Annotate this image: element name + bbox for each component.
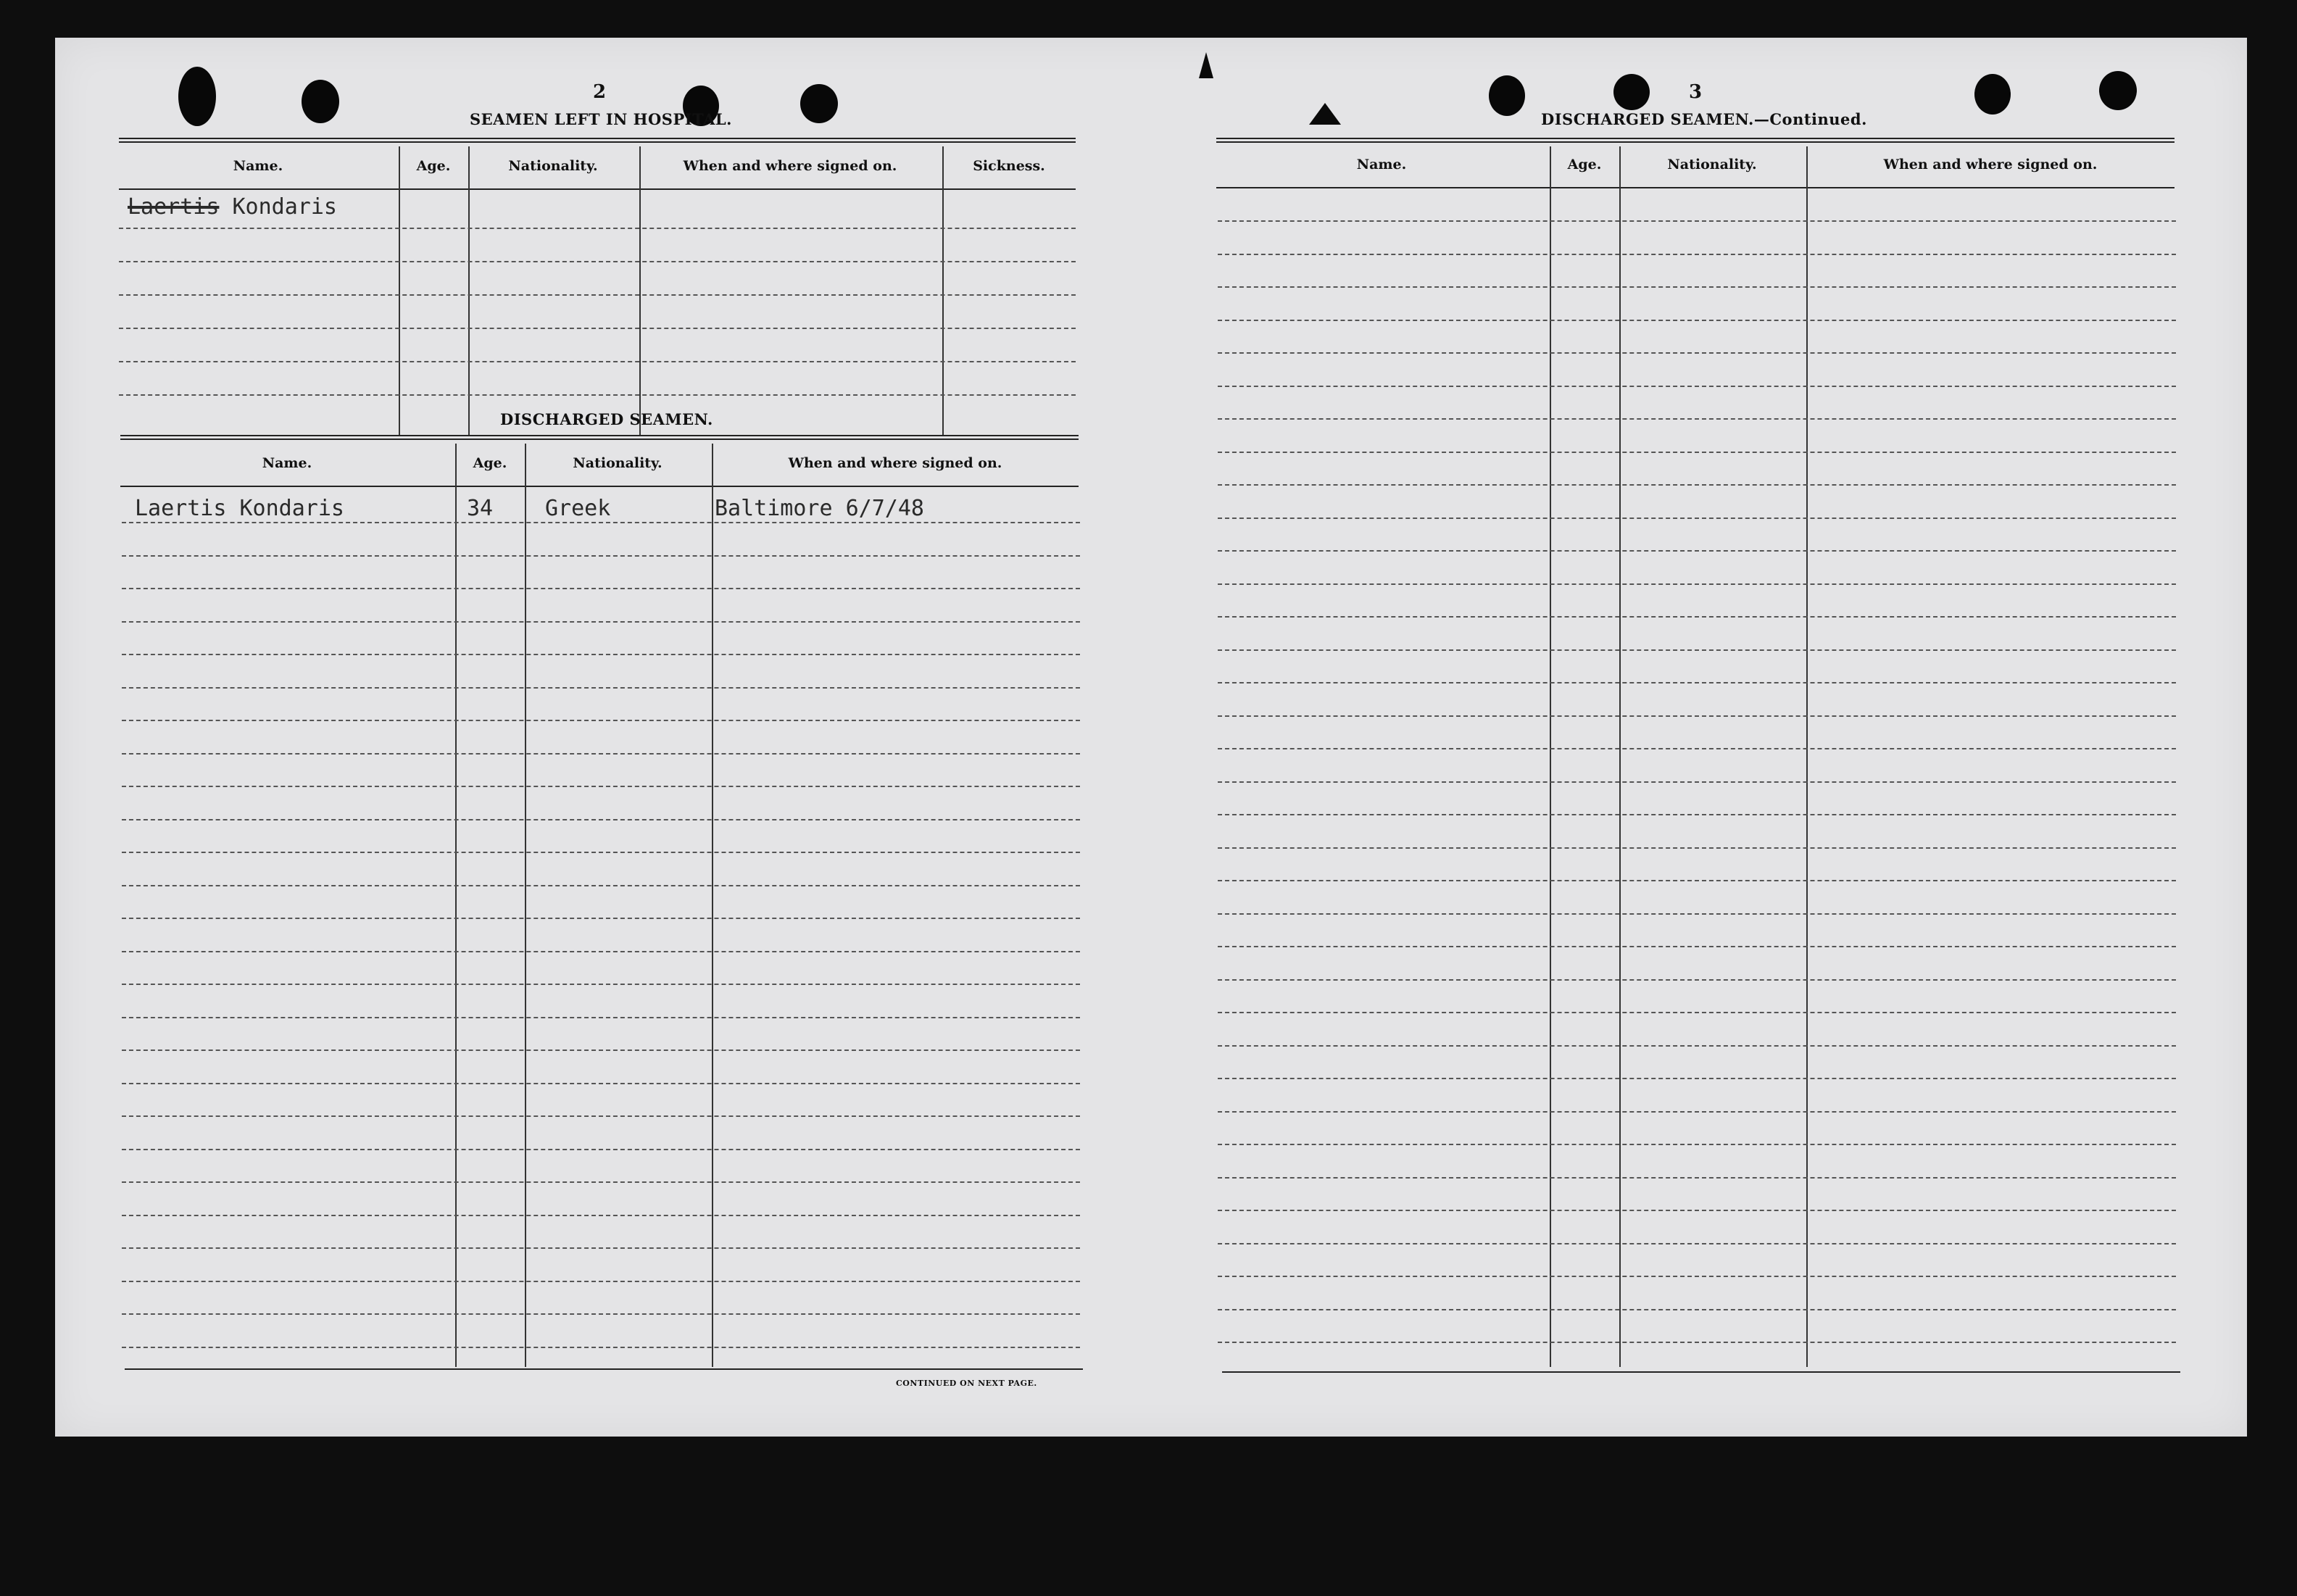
row-line <box>122 555 1080 557</box>
row-line <box>1218 1144 2176 1145</box>
row-line <box>122 819 1080 820</box>
column-divider <box>468 146 470 436</box>
row-line <box>1218 286 2176 288</box>
row-line <box>1218 484 2176 486</box>
row-line <box>119 328 1076 329</box>
col-header-name: Name. <box>262 455 312 471</box>
struck-entry <box>128 194 337 220</box>
row-line <box>1218 1045 2176 1047</box>
discharged-nationality: Greek <box>545 496 611 521</box>
column-divider <box>525 444 526 1367</box>
column-divider <box>1550 146 1551 1367</box>
row-line <box>1218 880 2176 881</box>
row-line <box>1218 386 2176 387</box>
column-divider <box>712 444 713 1367</box>
section-rule-lower <box>120 435 1079 440</box>
row-line <box>1218 1078 2176 1079</box>
entry-name: Kondaris <box>232 194 337 220</box>
header-rule <box>119 138 1076 143</box>
col-header-nationality: Nationality. <box>573 455 662 471</box>
row-line <box>122 1083 1080 1084</box>
row-line <box>122 1313 1080 1315</box>
punch-hole <box>302 80 339 123</box>
clip-mark <box>1309 103 1341 125</box>
row-line <box>1218 649 2176 651</box>
punch-hole <box>1613 74 1650 110</box>
punch-hole <box>178 67 216 126</box>
row-line <box>122 1050 1080 1051</box>
row-line <box>1218 452 2176 453</box>
header-underline <box>119 188 1076 190</box>
row-line <box>1218 1210 2176 1211</box>
page-number: 3 <box>1689 81 1703 103</box>
column-divider <box>639 146 641 436</box>
row-line <box>1218 518 2176 519</box>
discharged-signed-on: Baltimore 6/7/48 <box>715 496 924 521</box>
row-line <box>119 261 1076 262</box>
row-line <box>122 918 1080 919</box>
discharged-section-title: DISCHARGED SEAMEN. <box>500 410 713 428</box>
row-line <box>1218 1012 2176 1013</box>
punch-hole <box>1489 75 1525 116</box>
header-underline <box>1216 187 2175 188</box>
page-number: 2 <box>593 81 607 103</box>
row-line <box>122 1347 1080 1348</box>
col-header-age: Age. <box>473 455 507 471</box>
row-line <box>122 1181 1080 1183</box>
row-line <box>122 1115 1080 1117</box>
discharged-age: 34 <box>467 496 494 521</box>
col-header-signed-on: When and where signed on. <box>788 455 1002 471</box>
row-line <box>1218 1276 2176 1277</box>
column-divider <box>455 444 457 1367</box>
row-line <box>122 588 1080 589</box>
row-line <box>1218 814 2176 815</box>
column-divider <box>942 146 944 436</box>
continued-footer: CONTINUED ON NEXT PAGE. <box>896 1379 1037 1388</box>
clip-mark <box>1199 52 1213 78</box>
row-line <box>119 228 1076 229</box>
document-sheet <box>55 38 2247 1437</box>
row-line <box>122 951 1080 952</box>
row-line <box>122 885 1080 886</box>
col-header-age: Age. <box>416 158 451 174</box>
row-line <box>1218 254 2176 255</box>
column-divider <box>399 146 400 436</box>
column-divider <box>1806 146 1808 1367</box>
row-line <box>122 1247 1080 1249</box>
discharged-name: Laertis Kondaris <box>135 496 344 521</box>
row-line <box>1218 1309 2176 1310</box>
col-header-nationality: Nationality. <box>1667 157 1757 173</box>
row-line <box>122 852 1080 853</box>
punch-hole <box>2099 71 2137 110</box>
col-header-sickness: Sickness. <box>973 158 1045 174</box>
row-line <box>122 786 1080 787</box>
row-line <box>1218 1111 2176 1113</box>
row-line <box>1218 1177 2176 1179</box>
row-line <box>1218 1342 2176 1343</box>
row-line <box>122 1215 1080 1216</box>
row-line <box>1218 352 2176 354</box>
col-header-signed-on: When and where signed on. <box>1883 157 2098 173</box>
row-line <box>122 621 1080 623</box>
row-line <box>1218 320 2176 321</box>
col-header-name: Name. <box>1356 157 1407 173</box>
row-line <box>1218 220 2176 222</box>
row-line <box>1218 682 2176 683</box>
row-line <box>122 654 1080 655</box>
header-underline <box>120 486 1079 487</box>
row-line <box>1218 583 2176 585</box>
row-line <box>1218 979 2176 981</box>
col-header-nationality: Nationality. <box>508 158 598 174</box>
row-line <box>1218 616 2176 618</box>
col-header-age: Age. <box>1567 157 1602 173</box>
col-header-signed-on: When and where signed on. <box>683 158 897 174</box>
row-line <box>119 394 1076 396</box>
column-divider <box>1619 146 1621 1367</box>
right-section-title: DISCHARGED SEAMEN.—Continued. <box>1541 110 1867 128</box>
row-line <box>122 720 1080 721</box>
row-line <box>122 687 1080 689</box>
punch-hole <box>1974 74 2011 115</box>
row-line <box>122 753 1080 755</box>
row-line <box>1218 781 2176 783</box>
hospital-section-title: SEAMEN LEFT IN HOSPITAL. <box>470 110 732 128</box>
struck-text: Laertis <box>128 194 220 220</box>
row-line <box>1218 847 2176 849</box>
row-line <box>1218 715 2176 717</box>
punch-hole <box>800 84 838 123</box>
row-line <box>1218 550 2176 552</box>
row-line <box>122 522 1080 523</box>
row-line <box>1218 748 2176 749</box>
row-line <box>122 984 1080 985</box>
row-line <box>119 294 1076 296</box>
row-line <box>122 1281 1080 1282</box>
row-line <box>119 361 1076 362</box>
row-line <box>1218 418 2176 420</box>
col-header-name: Name. <box>233 158 283 174</box>
row-line <box>1218 946 2176 947</box>
row-line <box>1218 1243 2176 1244</box>
row-line <box>122 1149 1080 1150</box>
table-bottom-rule <box>1222 1371 2180 1373</box>
table-bottom-rule <box>125 1368 1083 1370</box>
header-rule <box>1216 138 2175 143</box>
row-line <box>122 1017 1080 1018</box>
row-line <box>1218 913 2176 915</box>
